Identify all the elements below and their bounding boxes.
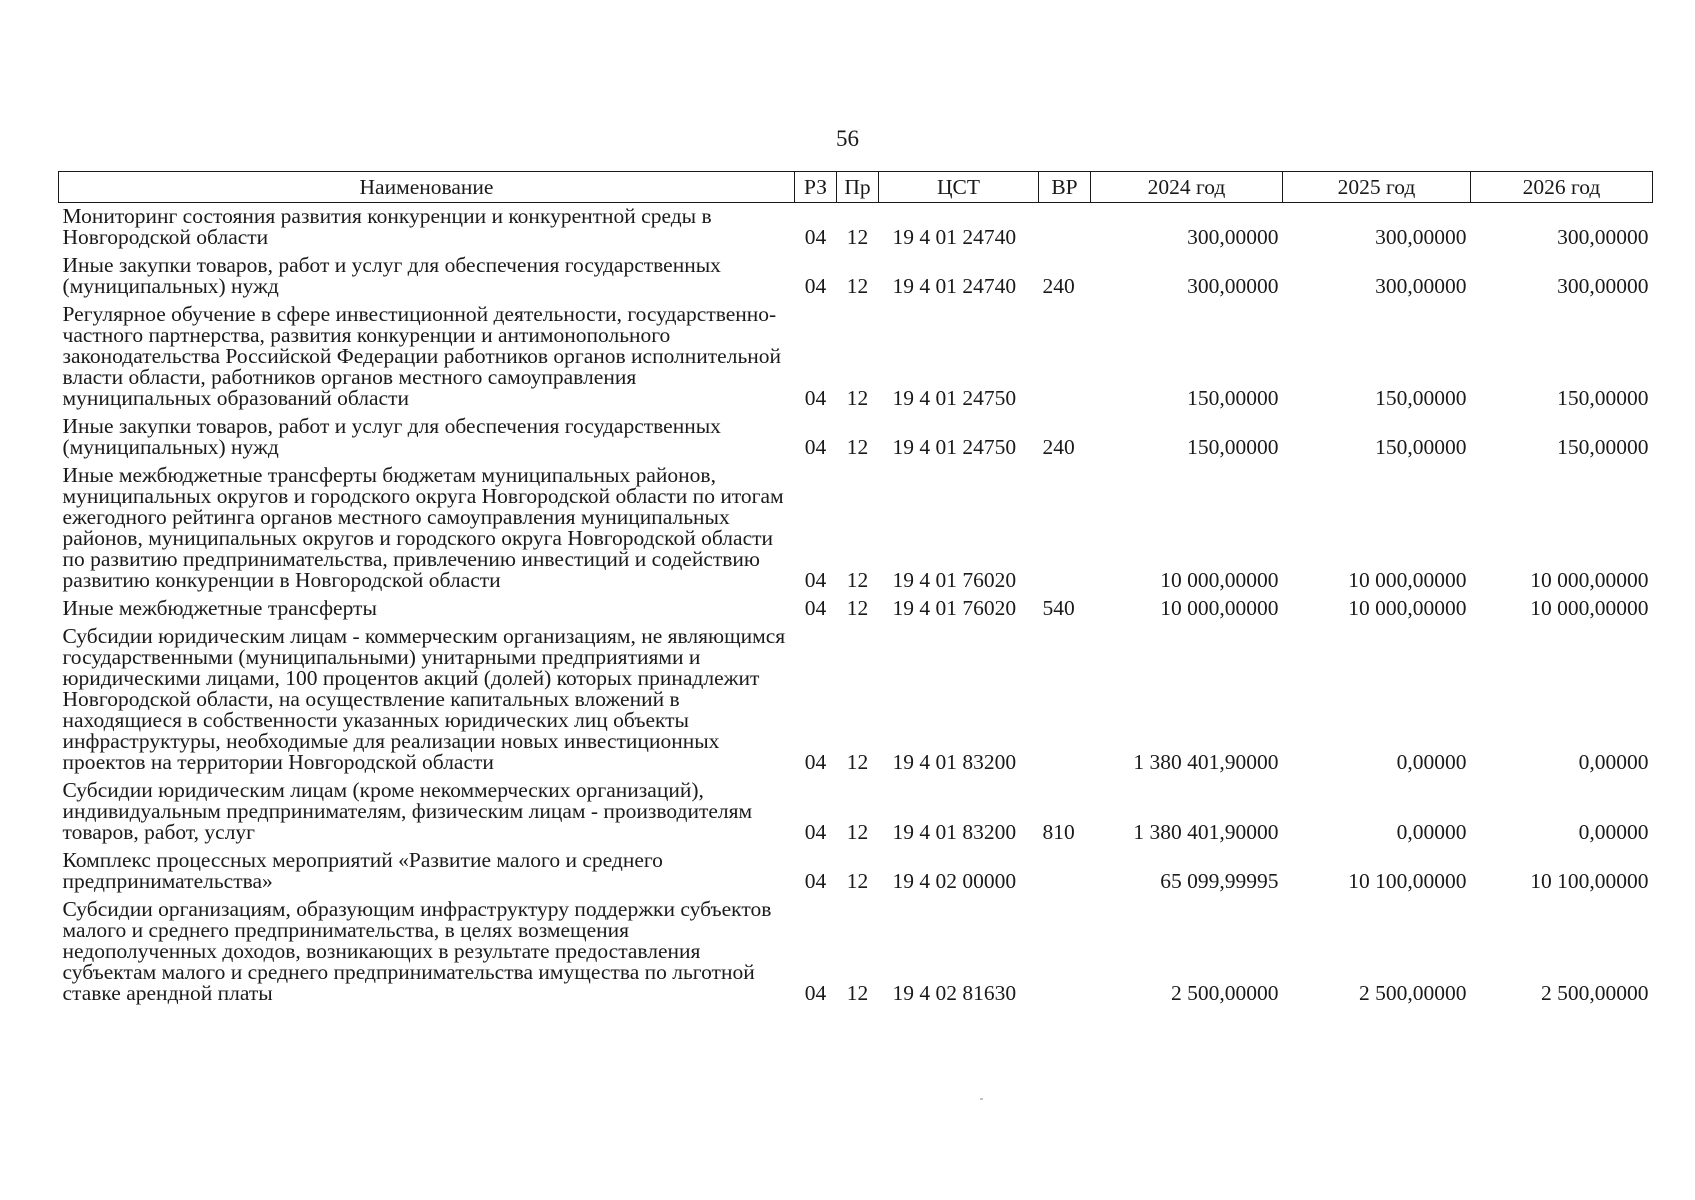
- row-pr: 12: [846, 568, 869, 592]
- row-vr: [1039, 203, 1091, 253]
- table-row: [59, 462, 1653, 595]
- row-rz: 04: [804, 596, 827, 620]
- row-2024: 2 500,00000: [1171, 981, 1279, 1005]
- table-row: [59, 896, 1653, 1008]
- row-2024: 10 000,00000: [1160, 568, 1279, 592]
- row-name: Субсидии юридическим лицам (кроме некоммерческих организаций), индивидуальным предпринимателям, физическим лицам - производителям товаров, работ, услуг: [62, 778, 753, 844]
- table-row: [59, 252, 1653, 301]
- row-name: Мониторинг состояния развития конкуренции и конкурентной среды в Новгородской области: [62, 204, 712, 249]
- row-2026: 300,00000: [1557, 274, 1649, 298]
- row-name: Регулярное обучение в сфере инвестиционной деятельности, государственно-частного партнерства, развития конкуренции и антимонопольного законодательства Российской Федерации работников органов исполнительной власти области, работников органов местного самоуправления муниципальных образований области: [62, 302, 782, 410]
- row-2026: 0,00000: [1578, 750, 1649, 774]
- row-2026: 150,00000: [1557, 435, 1649, 459]
- row-cst: 19 4 01 24750: [892, 435, 1017, 459]
- row-2025: 300,00000: [1375, 225, 1467, 249]
- table-row: [59, 847, 1653, 896]
- row-rz: 04: [804, 750, 827, 774]
- row-cst: 19 4 01 76020: [892, 568, 1017, 592]
- row-2025: 150,00000: [1375, 435, 1467, 459]
- header-name: Наименование: [59, 172, 795, 203]
- row-2024: 300,00000: [1187, 274, 1279, 298]
- table-row: [59, 623, 1653, 777]
- row-2025: 10 100,00000: [1348, 869, 1467, 893]
- row-pr: 12: [846, 981, 869, 1005]
- row-name: Иные межбюджетные трансферты бюджетам муниципальных районов, муниципальных округов и городского округа Новгородской области по итогам ежегодного рейтинга органов местного самоуправления муниципальных районов, муниципальных округов и городского округа Новгородской области по развитию предпринимательства, привлечению инвестиций и содействию развитию конкуренции в Новгородской области: [62, 463, 784, 592]
- row-vr: [1039, 623, 1091, 777]
- row-cst: 19 4 01 76020: [892, 596, 1017, 620]
- header-vr: ВР: [1039, 172, 1091, 203]
- header-2024: 2024 год: [1091, 172, 1283, 203]
- row-rz: 04: [804, 568, 827, 592]
- row-2024: 10 000,00000: [1160, 596, 1279, 620]
- row-2026: 10 000,00000: [1530, 596, 1649, 620]
- row-vr: [1039, 896, 1091, 1008]
- row-rz: 04: [804, 869, 827, 893]
- row-cst: 19 4 01 24740: [892, 225, 1017, 249]
- row-2025: 10 000,00000: [1348, 596, 1467, 620]
- row-pr: 12: [846, 386, 869, 410]
- row-rz: 04: [804, 225, 827, 249]
- row-2025: 0,00000: [1396, 750, 1467, 774]
- table-row: [59, 203, 1653, 253]
- row-vr: 240: [1042, 435, 1075, 459]
- row-2025: 10 000,00000: [1348, 568, 1467, 592]
- row-name: Комплекс процессных мероприятий «Развитие малого и среднего предпринимательства»: [62, 848, 663, 893]
- row-2026: 150,00000: [1557, 386, 1649, 410]
- row-name: Иные закупки товаров, работ и услуг для обеспечения государственных (муниципальных) нужд: [62, 414, 721, 459]
- header-pr: Пр: [837, 172, 879, 203]
- scan-speck: [980, 1098, 983, 1100]
- row-2025: 150,00000: [1375, 386, 1467, 410]
- row-2026: 10 000,00000: [1530, 568, 1649, 592]
- row-name: Иные закупки товаров, работ и услуг для обеспечения государственных (муниципальных) нужд: [62, 253, 721, 298]
- row-rz: 04: [804, 820, 827, 844]
- row-2026: 300,00000: [1557, 225, 1649, 249]
- row-vr: 240: [1042, 274, 1075, 298]
- row-2024: 150,00000: [1187, 435, 1279, 459]
- row-rz: 04: [804, 386, 827, 410]
- row-cst: 19 4 01 24750: [892, 386, 1017, 410]
- row-rz: 04: [804, 274, 827, 298]
- row-2025: 0,00000: [1396, 820, 1467, 844]
- row-2025: 300,00000: [1375, 274, 1467, 298]
- header-2026: 2026 год: [1471, 172, 1653, 203]
- budget-table: [58, 171, 1653, 1008]
- table-row: [59, 413, 1653, 462]
- row-2026: 2 500,00000: [1541, 981, 1649, 1005]
- row-cst: 19 4 02 81630: [892, 981, 1017, 1005]
- row-2026: 0,00000: [1578, 820, 1649, 844]
- table-row: [59, 301, 1653, 413]
- header-rz: РЗ: [795, 172, 837, 203]
- row-2024: 1 380 401,90000: [1133, 820, 1279, 844]
- row-pr: 12: [846, 225, 869, 249]
- row-cst: 19 4 01 83200: [892, 820, 1017, 844]
- row-rz: 04: [804, 435, 827, 459]
- row-vr: [1039, 301, 1091, 413]
- page-number: 56: [836, 126, 859, 151]
- row-vr: 810: [1042, 820, 1075, 844]
- row-2024: 65 099,99995: [1160, 869, 1279, 893]
- row-cst: 19 4 01 83200: [892, 750, 1017, 774]
- row-2024: 150,00000: [1187, 386, 1279, 410]
- row-vr: 540: [1042, 596, 1075, 620]
- row-name: Иные межбюджетные трансферты: [62, 596, 377, 620]
- row-name: Субсидии организациям, образующим инфраструктуру поддержки субъектов малого и среднего предпринимательства, в целях возмещения недополученных доходов, возникающих в результате предоставления субъектам малого и среднего предпринимательства имущества по льготной ставке арендной платы: [62, 897, 772, 1005]
- row-pr: 12: [846, 750, 869, 774]
- row-pr: 12: [846, 274, 869, 298]
- row-vr: [1039, 462, 1091, 595]
- row-cst: 19 4 01 24740: [892, 274, 1017, 298]
- row-2025: 2 500,00000: [1359, 981, 1467, 1005]
- row-pr: 12: [846, 820, 869, 844]
- row-2024: 1 380 401,90000: [1133, 750, 1279, 774]
- row-2024: 300,00000: [1187, 225, 1279, 249]
- header-2025: 2025 год: [1283, 172, 1471, 203]
- row-vr: [1039, 847, 1091, 896]
- table-header: [59, 172, 1653, 203]
- row-pr: 12: [846, 596, 869, 620]
- header-cst: ЦСТ: [879, 172, 1039, 203]
- row-name: Субсидии юридическим лицам - коммерческим организациям, не являющимся государственными (муниципальными) унитарными предприятиями и юридическими лицами, 100 процентов акций (долей) которых принадлежит Новгородской области, на осуществление капитальных вложений в находящиеся в собственности указанных юридических лиц объекты инфраструктуры, необходимые для реализации новых инвестиционных проектов на территории Новгородской области: [62, 624, 786, 774]
- table-row: [59, 595, 1653, 623]
- row-rz: 04: [804, 981, 827, 1005]
- row-pr: 12: [846, 435, 869, 459]
- row-cst: 19 4 02 00000: [892, 869, 1017, 893]
- row-2026: 10 100,00000: [1530, 869, 1649, 893]
- row-pr: 12: [846, 869, 869, 893]
- table-row: [59, 777, 1653, 847]
